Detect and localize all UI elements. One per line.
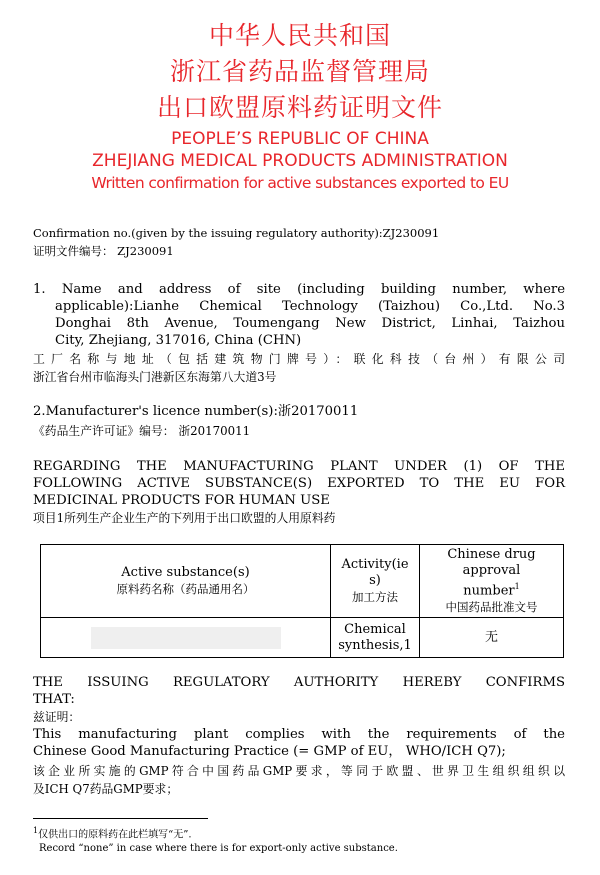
header-cn-authority: 浙江省药品监督管理局 [169,57,430,86]
footnote-ref: 1 [514,582,520,591]
regarding-en-line-2: FOLLOWING ACTIVE SUBSTANCE(S) EXPORTED TO THE EU FOR [33,476,565,491]
footnote-en: Record “none” in case where there is for export-only active substance. [39,843,398,855]
confirms-cn: 兹证明： [33,710,81,724]
regarding-en-line-1: REGARDING THE MANUFACTURING PLANT UNDER (1) OF THE [33,459,565,474]
header-cn-title: 出口欧盟原料药证明文件 [156,93,443,122]
header-approval-en-1: Chinese drug [447,547,536,562]
confirms-en-line-1: THE ISSUING REGULATORY AUTHORITY HEREBY CONFIRMS [33,675,565,690]
footnote [33,824,573,856]
header-active-substance-en: Active substance(s) [121,565,250,581]
confirms-en-line-2: THAT: [33,692,75,707]
cell-approval-number: 无 [420,618,564,658]
site-en-line-4: City, Zhejiang, 317016, China (CHN) [55,333,302,348]
redacted-box [91,627,281,649]
header-activity-en-2: s) [369,573,381,589]
site-en-line-2: applicable):Lianhe Chemical Technology (Taizhou) Co.,Ltd. No.3 [55,299,565,314]
active-substance-table [40,544,564,658]
site-en-line-1: 1. Name and address of site (including building number, where [33,282,565,297]
regarding-en-line-3: MEDICINAL PRODUCTS FOR HUMAN USE [33,493,330,508]
header-en-authority: ZHEJIANG MEDICAL PRODUCTS ADMINISTRATION [92,151,508,171]
site-cn-line-1: 工厂名称与地址（包括建筑物门牌号）：联化科技（台州）有限公司 [33,352,565,366]
site-en-line-3: Donghai 8th Avenue, Toumengang New District, Linhai, Taizhou [55,316,565,331]
header-activity [331,545,420,618]
header-en-title: Written confirmation for active substances exported to EU [91,174,509,192]
licence-section [33,403,565,440]
header-approval-en-2: approval [462,563,521,578]
header-cn-country: 中华人民共和国 [208,21,391,50]
confirms-section [33,674,565,798]
table-header-row [41,545,564,618]
confirms-body-cn-2: 及ICH Q7药品GMP要求； [33,782,179,796]
header-approval-cn: 中国药品批准文号 [445,600,538,615]
footnote-number: 1 [33,826,39,835]
confirmation-en: Confirmation no.(given by the issuing regulatory authority):ZJ230091 [33,226,440,240]
document-header [0,18,600,194]
header-active-substance [41,545,331,618]
header-active-substance-cn: 原料药名称（药品通用名） [116,582,255,597]
confirms-body-cn-1: 该企业所实施的GMP符合中国药品GMP要求，等同于欧盟、世界卫生组织组织以 [33,764,565,778]
cell-active-substance-redacted [41,618,331,658]
regarding-cn: 项目1所列生产企业生产的下列用于出口欧盟的人用原料药 [33,511,336,525]
footnote-divider [33,818,208,819]
table-row [41,618,564,658]
cell-activity-line-1: Chemical [344,621,406,637]
cell-activity [331,618,420,658]
confirmation-number [33,224,565,260]
footnote-cn: 仅供出口的原料药在此栏填写“无”. [38,829,192,841]
site-cn-line-2: 浙江省台州市临海头门港新区东海第八大道3号 [33,370,277,384]
licence-cn: 《药品生产许可证》编号： 浙20170011 [33,424,251,438]
confirms-body-en-2: Chinese Good Manufacturing Practice (= GMP of EU， WHO/ICH Q7); [33,744,506,759]
header-approval-en-3: number [463,583,515,599]
header-activity-en-1: Activity(ie [341,557,409,573]
confirms-body-en-1: This manufacturing plant complies with the requirements of the [33,727,565,742]
regarding-section [33,458,565,527]
site-section [33,281,565,386]
header-activity-cn: 加工方法 [352,590,398,605]
header-approval-number [420,545,564,618]
confirmation-cn: 证明文件编号： ZJ230091 [33,244,174,258]
cell-activity-line-2: synthesis,1 [338,637,412,653]
licence-en: 2.Manufacturer's licence number(s):浙20170011 [33,404,359,419]
header-en-country: PEOPLE’S REPUBLIC OF CHINA [171,129,429,149]
